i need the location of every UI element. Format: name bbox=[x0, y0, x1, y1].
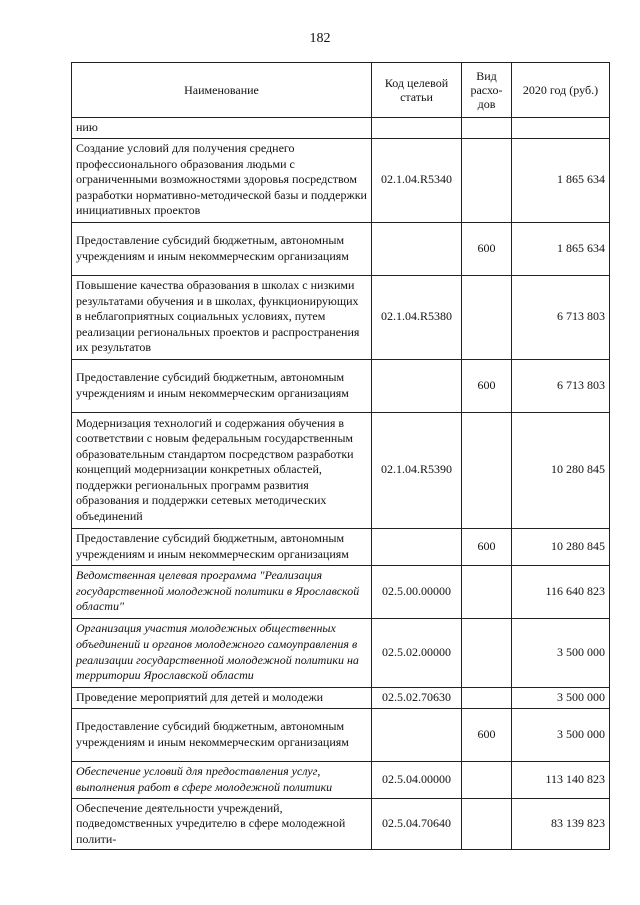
table-row bbox=[72, 565, 610, 618]
cell-code: 02.1.04.R5340 bbox=[372, 138, 462, 222]
cell-type bbox=[462, 138, 512, 222]
cell-type: 600 bbox=[462, 222, 512, 275]
page-number: 182 bbox=[309, 31, 331, 46]
cell-name: Обеспечение деятельности учреждений, подведомственных учредителю в сфере молодежной полити- bbox=[72, 798, 372, 850]
table-row bbox=[72, 275, 610, 359]
table-row bbox=[72, 118, 610, 139]
cell-sum: 6 713 803 bbox=[512, 275, 610, 359]
cell-code: 02.1.04.R5380 bbox=[372, 275, 462, 359]
cell-sum bbox=[512, 118, 610, 139]
cell-name: Предоставление субсидий бюджетным, автономным учреждениям и иным некоммерческим организациям bbox=[72, 528, 372, 565]
cell-name: Предоставление субсидий бюджетным, автономным учреждениям и иным некоммерческим организациям bbox=[72, 359, 372, 412]
cell-code: 02.5.04.00000 bbox=[372, 761, 462, 798]
cell-name: Обеспечение условий для предоставления услуг, выполнения работ в сфере молодежной политики bbox=[72, 761, 372, 798]
cell-type bbox=[462, 412, 512, 528]
table-row bbox=[72, 618, 610, 687]
cell-name: Повышение качества образования в школах с низкими результатами обучения и в школах, функционирующих в неблагоприятных социальных условиях, путем реализации региональных проектов и распространения их результатов bbox=[72, 275, 372, 359]
cell-sum: 3 500 000 bbox=[512, 708, 610, 761]
cell-code: 02.5.02.70630 bbox=[372, 687, 462, 708]
cell-name: Предоставление субсидий бюджетным, автономным учреждениям и иным некоммерческим организациям bbox=[72, 222, 372, 275]
table-row bbox=[72, 798, 610, 850]
cell-sum: 113 140 823 bbox=[512, 761, 610, 798]
cell-sum: 10 280 845 bbox=[512, 528, 610, 565]
table-row bbox=[72, 359, 610, 412]
cell-type bbox=[462, 761, 512, 798]
cell-sum: 1 865 634 bbox=[512, 138, 610, 222]
table-row bbox=[72, 687, 610, 708]
table-row bbox=[72, 222, 610, 275]
table-row bbox=[72, 412, 610, 528]
cell-type: 600 bbox=[462, 359, 512, 412]
cell-code bbox=[372, 222, 462, 275]
cell-type bbox=[462, 687, 512, 708]
budget-table bbox=[71, 62, 610, 850]
cell-name: Модернизация технологий и содержания обучения в соответствии с новым федеральным государственным образовательным стандартом посредством разработки концепций модернизации конкретных областей, поддержки региональных программ развития образования и поддержки сетевых методических объединений bbox=[72, 412, 372, 528]
cell-type: 600 bbox=[462, 528, 512, 565]
cell-code bbox=[372, 118, 462, 139]
header-code: Код целевой статьи bbox=[372, 63, 462, 118]
table-body bbox=[72, 118, 610, 850]
table-row bbox=[72, 761, 610, 798]
cell-name: Создание условий для получения среднего профессионального образования людьми с ограниченными возможностями здоровья посредством разработки нормативно-методической базы и поддержки инициативных проектов bbox=[72, 138, 372, 222]
cell-code: 02.5.02.00000 bbox=[372, 618, 462, 687]
cell-code: 02.5.04.70640 bbox=[372, 798, 462, 850]
table-header-row bbox=[72, 63, 610, 118]
cell-type bbox=[462, 618, 512, 687]
cell-sum: 1 865 634 bbox=[512, 222, 610, 275]
cell-sum: 3 500 000 bbox=[512, 687, 610, 708]
cell-sum: 116 640 823 bbox=[512, 565, 610, 618]
cell-name: Предоставление субсидий бюджетным, автономным учреждениям и иным некоммерческим организациям bbox=[72, 708, 372, 761]
cell-type bbox=[462, 798, 512, 850]
header-name: Наименование bbox=[72, 63, 372, 118]
header-sum: 2020 год (руб.) bbox=[512, 63, 610, 118]
cell-name: Проведение мероприятий для детей и молодежи bbox=[72, 687, 372, 708]
cell-sum: 83 139 823 bbox=[512, 798, 610, 850]
cell-sum: 3 500 000 bbox=[512, 618, 610, 687]
cell-code bbox=[372, 359, 462, 412]
table-row bbox=[72, 708, 610, 761]
cell-sum: 6 713 803 bbox=[512, 359, 610, 412]
cell-name: нию bbox=[72, 118, 372, 139]
cell-type bbox=[462, 118, 512, 139]
table-row bbox=[72, 528, 610, 565]
cell-name: Организация участия молодежных общественных объединений и органов молодежного самоуправления в реализации государственной молодежной политики на территории Ярославской области bbox=[72, 618, 372, 687]
cell-type: 600 bbox=[462, 708, 512, 761]
cell-type bbox=[462, 565, 512, 618]
cell-code: 02.1.04.R5390 bbox=[372, 412, 462, 528]
cell-type bbox=[462, 275, 512, 359]
cell-sum: 10 280 845 bbox=[512, 412, 610, 528]
cell-code: 02.5.00.00000 bbox=[372, 565, 462, 618]
table-row bbox=[72, 138, 610, 222]
header-type: Вид расхо-дов bbox=[462, 63, 512, 118]
cell-name: Ведомственная целевая программа "Реализация государственной молодежной политики в Ярославской области" bbox=[72, 565, 372, 618]
cell-code bbox=[372, 708, 462, 761]
cell-code bbox=[372, 528, 462, 565]
